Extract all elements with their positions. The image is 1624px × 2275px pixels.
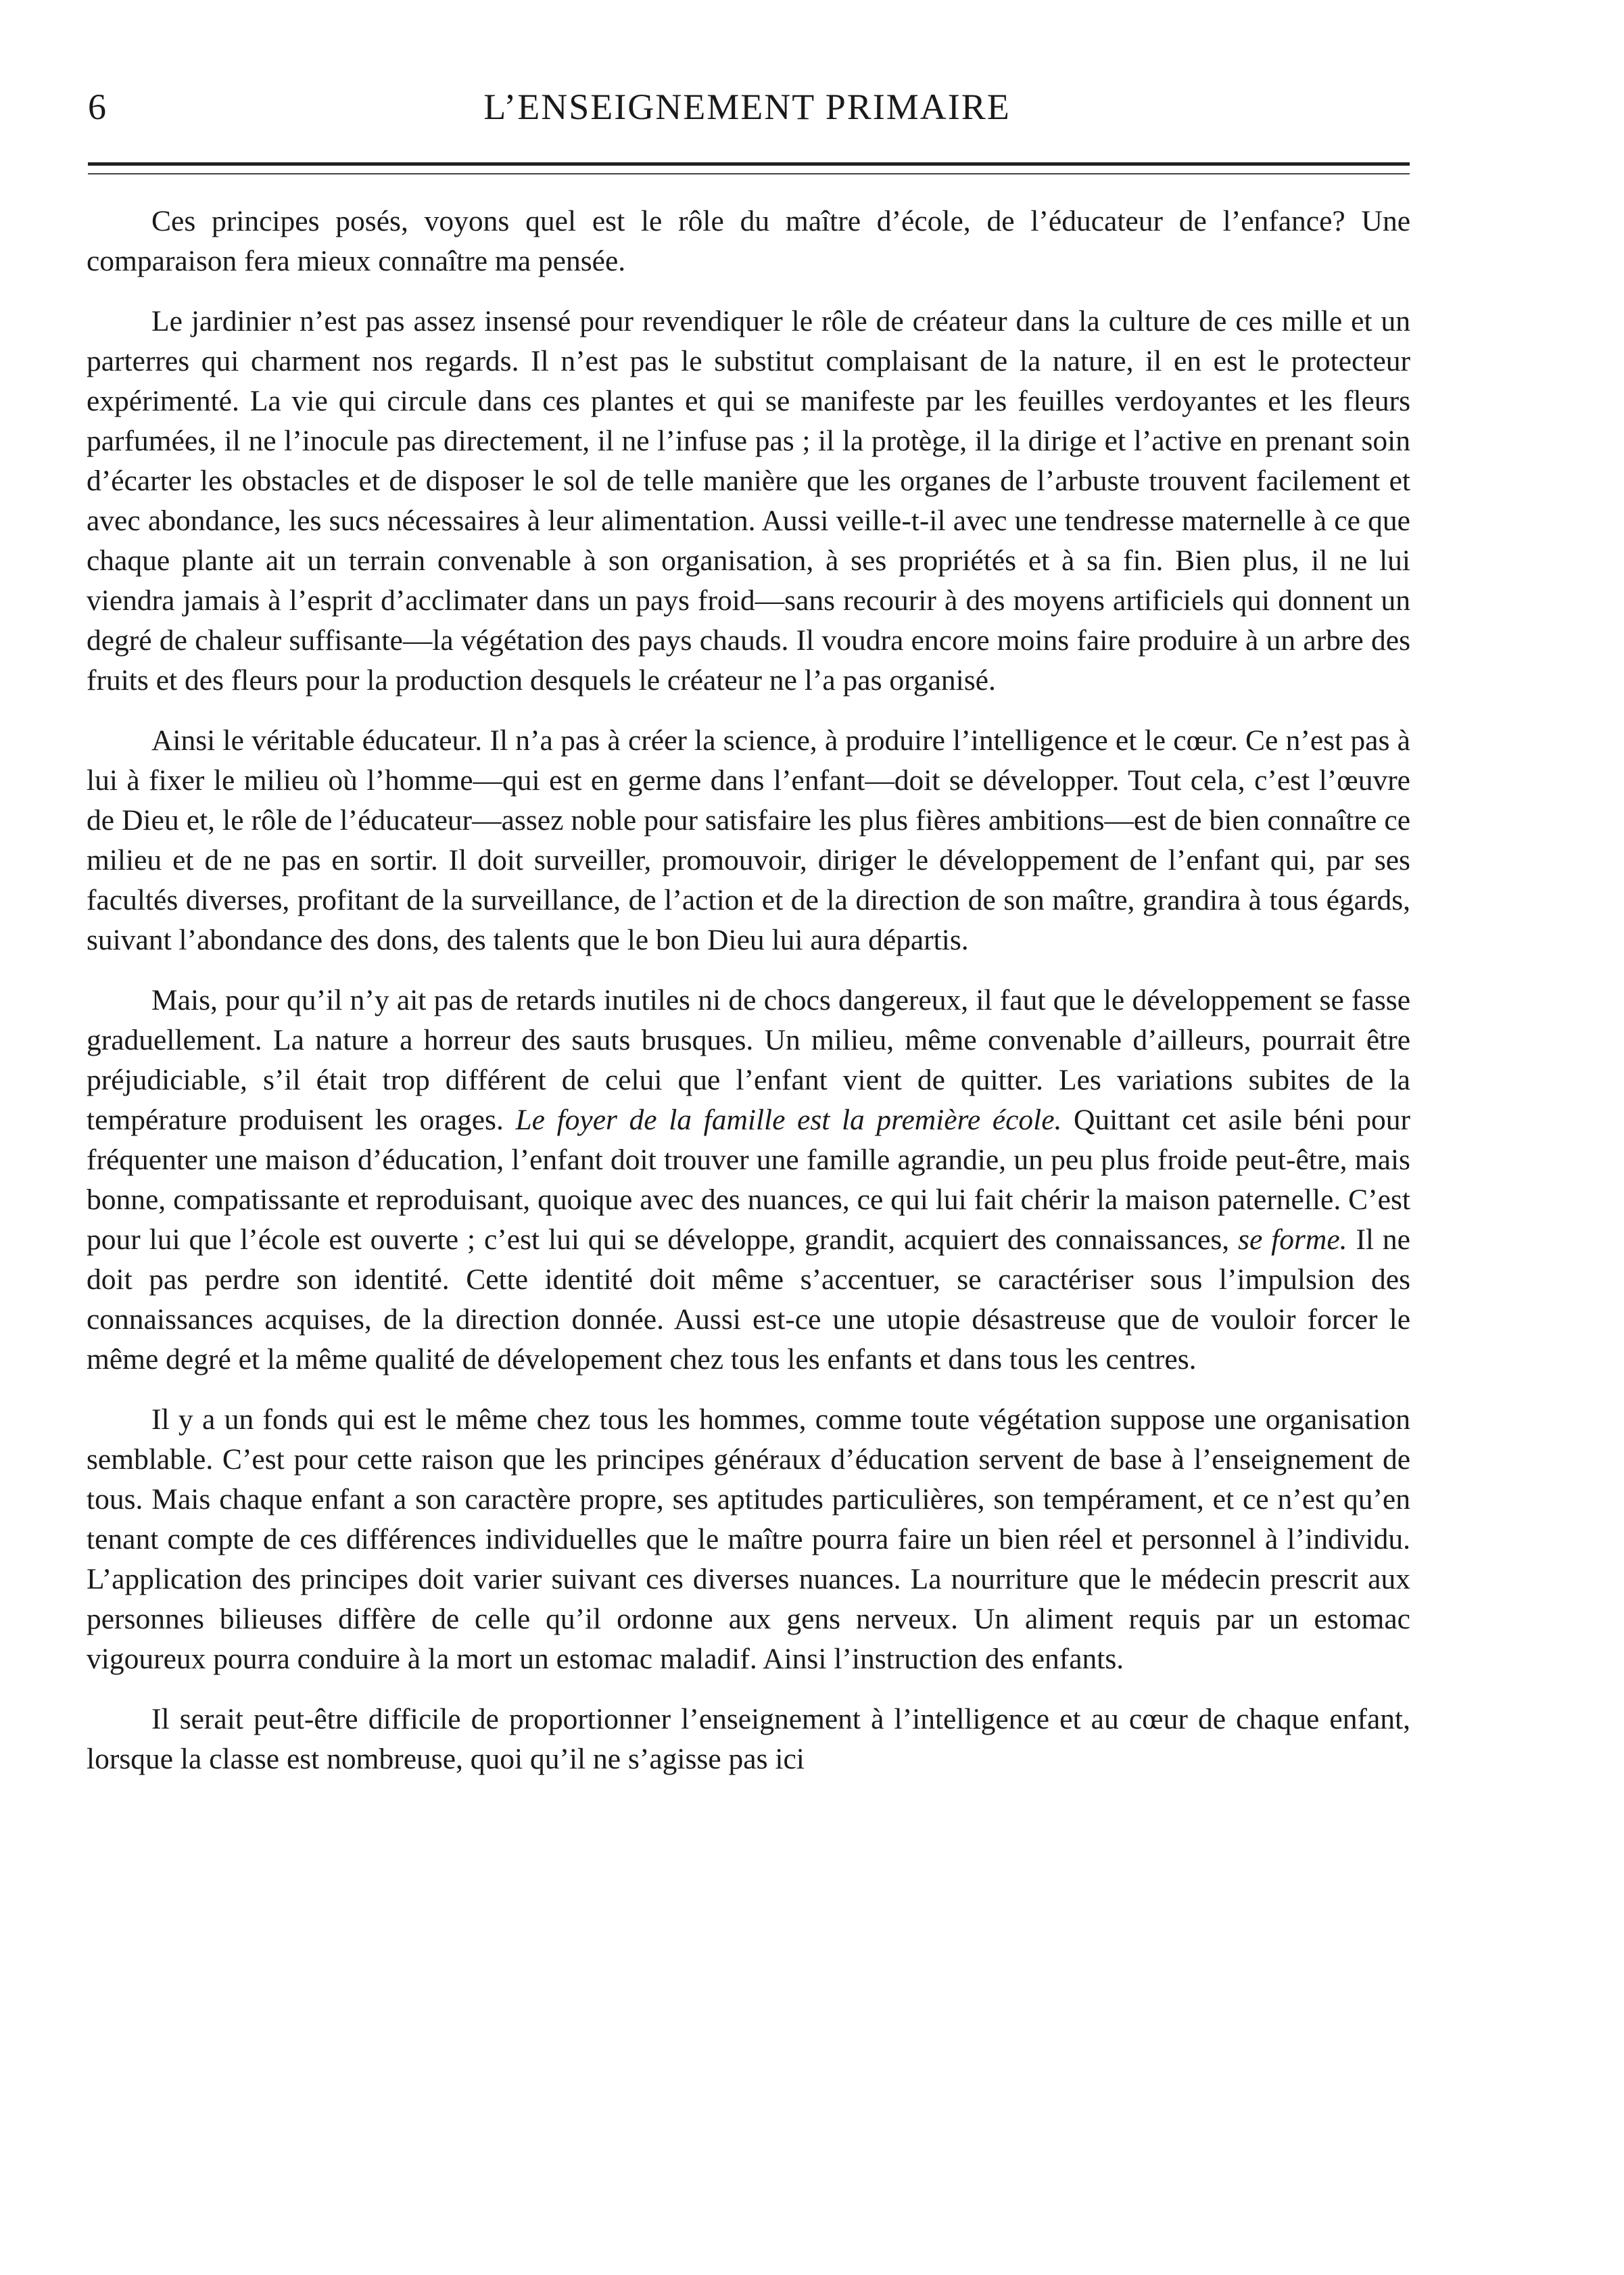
running-title: L’ENSEIGNEMENT PRIMAIRE bbox=[483, 87, 1011, 127]
paragraph-4-italic-family-school: Le foyer de la famille est la première école. bbox=[515, 1104, 1062, 1136]
header-rule-thick bbox=[88, 162, 1410, 166]
body-text bbox=[87, 202, 1410, 1779]
paragraph-5: Il y a un fonds qui est le même chez tous les hommes, comme toute végétation suppose une organisation semblable. C’est pour cette raison que les principes généraux d’éducation servent de base à l’enseignement de tous. Mais chaque enfant a son caractère propre, ses aptitudes particulières, son tempérament, et ce n’est qu’en tenant compte de ces différences individuelles que le maître pourra faire un bien réel et personnel à l’individu. L’application des principes doit varier suivant ces diverses nuances. La nourriture que le médecin prescrit aux personnes bilieuses diffère de celle qu’il ordonne aux gens nerveux. Un aliment requis par un estomac vigoureux pourra conduire à la mort un estomac maladif. Ainsi l’instruction des enfants. bbox=[87, 1403, 1410, 1675]
paragraph-2: Le jardinier n’est pas assez insensé pour revendiquer le rôle de créateur dans la culture de ces mille et un parterres qui charment nos regards. Il n’est pas le substitut complaisant de la nature, il en est le protecteur expérimenté. La vie qui circule dans ces plantes et qui se manifeste par les feuilles verdoyantes et les fleurs parfumées, il ne l’inocule pas directement, il ne l’infuse pas ; il la protège, il la dirige et l’active en prenant soin d’écarter les obstacles et de disposer le sol de telle manière que les organes de l’arbuste trouvent facilement et avec abondance, les sucs nécessaires à leur alimentation. Aussi veille-t-il avec une tendresse maternelle à ce que chaque plante ait un terrain convenable à son organisation, à ses propriétés et à sa fin. Bien plus, il ne lui viendra jamais à l’esprit d’acclimater dans un pays froid—sans recourir à des moyens artificiels qui donnent un degré de chaleur suffisante—la végétation des pays chauds. Il voudra encore moins faire produire à un arbre des fruits et des fleurs pour la production desquels le créateur ne l’a pas organisé. bbox=[87, 305, 1410, 697]
paragraph-3: Ainsi le véritable éducateur. Il n’a pas à créer la science, à produire l’intelligence et le cœur. Ce n’est pas à lui à fixer le milieu où l’homme—qui est en germe dans l’enfant—doit se développer. Tout cela, c’est l’œuvre de Dieu et, le rôle de l’éducateur—assez noble pour satisfaire les plus fières ambitions—est de bien connaître ce milieu et de ne pas en sortir. Il doit surveiller, promouvoir, diriger le développement de l’enfant qui, par ses facultés diverses, profitant de la surveillance, de l’action et de la direction de son maître, grandira à tous égards, suivant l’abondance des dons, des talents que le bon Dieu lui aura départis. bbox=[87, 724, 1410, 956]
paragraph-4-text-middle: Quittant cet asile béni pour fréquenter une maison d’éducation, l’enfant doit trouver une famille agrandie, un peu plus froide peut-être, mais bonne, compatissante et reproduisant, quoique avec des nuances, ce qui lui fait chérir la maison paternelle. C’est pour lui que l’école est ouverte ; c’est lui qui se développe, grandit, acquiert des connaissances, bbox=[87, 1104, 1411, 1256]
paragraph-6: Il serait peut-être difficile de proportionner l’enseignement à l’intelligence et au cœur de chaque enfant, lorsque la classe est nombreuse, quoi qu’il ne s’agisse pas ici bbox=[87, 1703, 1410, 1775]
header-rule-thin bbox=[88, 173, 1410, 174]
paragraph-4 bbox=[87, 981, 1410, 1380]
page-number: 6 bbox=[88, 87, 106, 127]
paragraph-1: Ces principes posés, voyons quel est le rôle du maître d’école, de l’éducateur de l’enfance? Une comparaison fera mieux connaître ma pensée. bbox=[87, 205, 1410, 277]
paragraph-4-italic-se-forme: se forme. bbox=[1238, 1223, 1347, 1256]
paragraph-4-text-after: Il ne doit pas perdre son identité. Cette identité doit même s’accentuer, se caractériser sous l’impulsion des connaissances acquises, de la direction donnée. Aussi est-ce une utopie désastreuse que de vouloir forcer le même degré et la même qualité de dévelopement chez tous les enfants et dans tous les centres. bbox=[87, 1223, 1410, 1376]
page-header bbox=[88, 80, 1406, 134]
paragraph-4-text-before: Mais, pour qu’il n’y ait pas de retards inutiles ni de chocs dangereux, il faut que le développement se fasse graduellement. La nature a horreur des sauts brusques. Un milieu, même convenable d’ailleurs, pourrait être préjudiciable, s’il était trop différent de celui que l’enfant vient de quitter. Les variations subites de la température produisent les orages. bbox=[87, 984, 1410, 1136]
